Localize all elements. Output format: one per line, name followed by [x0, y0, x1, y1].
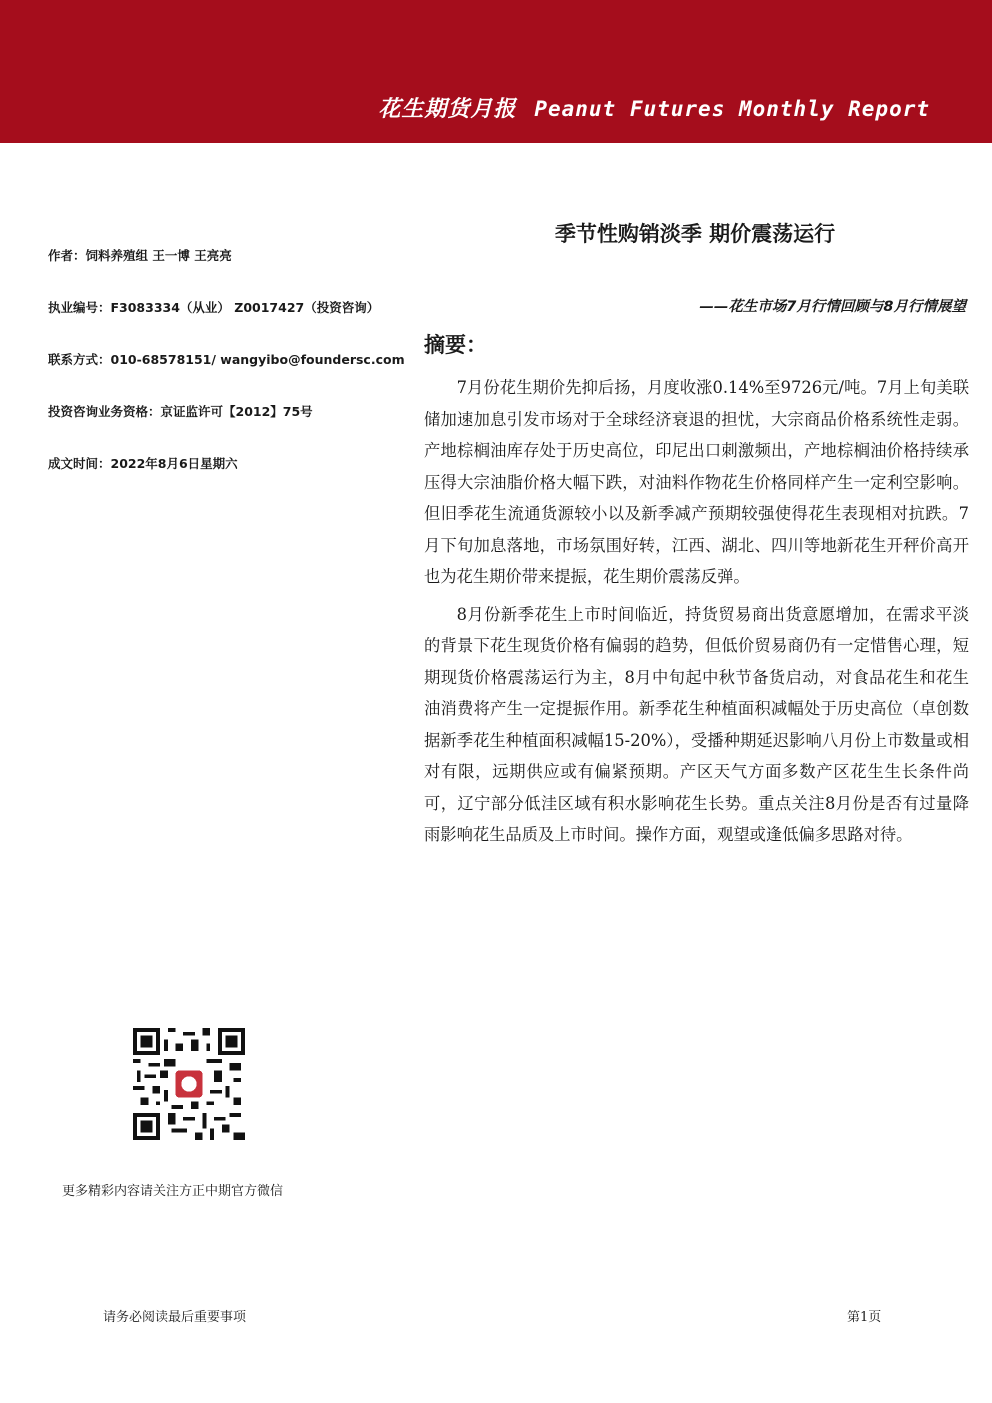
contact-line: 联系方式：010-68578151/ wangyibo@foundersc.com	[48, 352, 405, 367]
qualification-line: 投资咨询业务资格：京证监许可【2012】75号	[48, 404, 313, 419]
page-number: 第1页	[847, 1310, 882, 1325]
series-title-en: Peanut Futures Monthly Report	[534, 97, 930, 121]
abstract-body	[424, 372, 969, 857]
footer-notice: 请务必阅读最后重要事项	[103, 1310, 247, 1325]
author-line: 作者：饲料养殖组 王一博 王亮亮	[48, 248, 232, 263]
header-banner	[0, 0, 992, 143]
abstract-heading: 摘要：	[424, 332, 487, 357]
series-title-cn: 花生期货月报	[378, 97, 517, 122]
report-series-title	[378, 92, 930, 123]
abstract-paragraph: 7月份花生期价先抑后扬，月度收涨0.14%至9726元/吨。7月上旬美联储加速加息引发市场对于全球经济衰退的担忧，大宗商品价格系统性走弱。产地棕榈油库存处于历史高位，印尼出口刺激频出，产地棕榈油价格持续承压得大宗油脂价格大幅下跌，对油料作物花生价格同样产生一定利空影响。但旧季花生流通货源较小以及新季减产预期较强使得花生表现相对抗跌。7月下旬加息落地，市场氛围好转，江西、湖北、四川等地新花生开秤价高开也为花生期价带来提振，花生期价震荡反弹。	[424, 378, 969, 586]
qr-code-icon	[133, 1028, 245, 1140]
license-line: 执业编号：F3083334（从业） Z0017427（投资咨询）	[48, 300, 380, 315]
qr-caption: 更多精彩内容请关注方正中期官方微信	[62, 1184, 284, 1199]
report-subtitle: ——花生市场7月行情回顾与8月行情展望	[699, 299, 966, 315]
abstract-paragraph: 8月份新季花生上市时间临近，持货贸易商出货意愿增加，在需求平淡的背景下花生现货价格有偏弱的趋势，但低价贸易商仍有一定惜售心理，短期现货价格震荡运行为主，8月中旬起中秋节备货启动，对食品花生和花生油消费将产生一定提振作用。新季花生种植面积减幅处于历史高位（卓创数据新季花生种植面积减幅15-20%），受播种期延迟影响八月份上市数量或相对有限，远期供应或有偏紧预期。产区天气方面多数产区花生生长条件尚可，辽宁部分低洼区域有积水影响花生长势。重点关注8月份是否有过量降雨影响花生品质及上市时间。操作方面，观望或逢低偏多思路对待。	[424, 604, 969, 844]
report-title: 季节性购销淡季 期价震荡运行	[554, 221, 836, 246]
date-line: 成文时间：2022年8月6日星期六	[48, 456, 238, 471]
